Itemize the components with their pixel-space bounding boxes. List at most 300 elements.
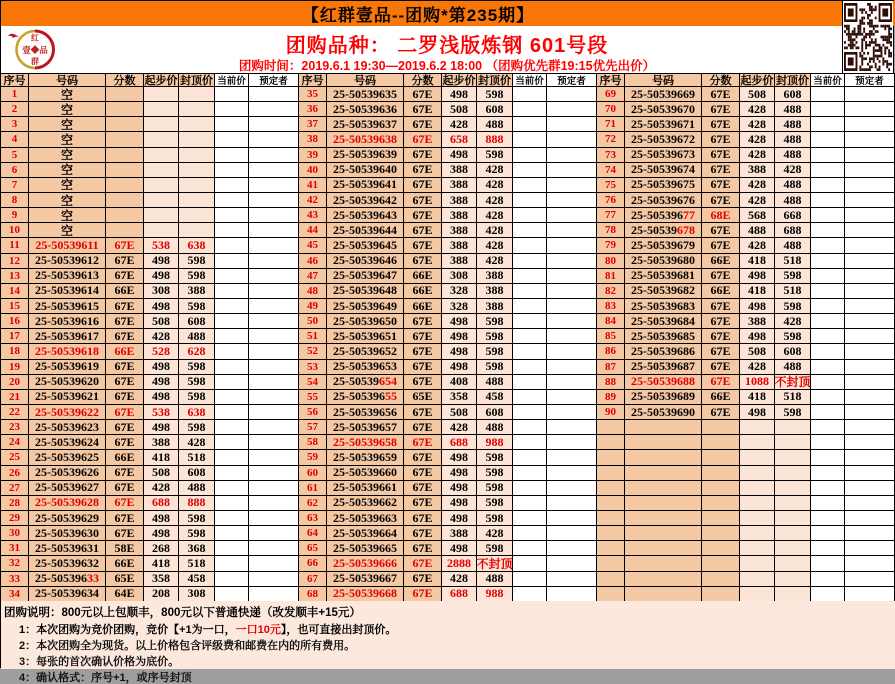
- cell-reserver: [845, 117, 895, 132]
- cell-number: [29, 420, 106, 435]
- cell-cap-price: 598: [179, 526, 215, 541]
- cell-serial: 63: [299, 511, 327, 526]
- cell-serial: 35: [299, 87, 327, 102]
- cell-start-price: 498: [144, 526, 179, 541]
- cell-serial: [597, 572, 625, 587]
- cell-number: [327, 284, 404, 299]
- cell-serial: 72: [597, 132, 625, 147]
- cell-cap-price: 488: [477, 420, 513, 435]
- cell-current-price: [811, 329, 845, 344]
- cell-start-price: 268: [144, 541, 179, 556]
- cell-number: [327, 390, 404, 405]
- cell-number: [625, 526, 702, 541]
- cell-cap-price: [179, 148, 215, 163]
- cell-score: [106, 87, 144, 102]
- cell-current-price: [215, 299, 249, 314]
- cell-cap-price: 608: [477, 102, 513, 117]
- cell-cap-price: 598: [477, 329, 513, 344]
- cell-current-price: [215, 87, 249, 102]
- cell-start-price: [144, 132, 179, 147]
- cell-text: 25-50539672: [631, 132, 695, 146]
- cell-serial: 90: [597, 405, 625, 420]
- cell-start-price: 428: [442, 420, 477, 435]
- cell-cap-price: 518: [775, 284, 811, 299]
- column-header-7: 预定者: [547, 74, 597, 87]
- cell-reserver: [845, 344, 895, 359]
- cell-current-price: [215, 587, 249, 602]
- logo-line-3: 群: [31, 57, 39, 66]
- cell-start-price: 388: [442, 208, 477, 223]
- cell-start-price: 1088: [740, 375, 775, 390]
- cell-serial: 85: [597, 329, 625, 344]
- cell-text: 25-50539: [631, 222, 677, 237]
- cell-score: 67E: [404, 178, 442, 193]
- column-header-7: 预定者: [845, 74, 895, 87]
- cell-score: 67E: [404, 208, 442, 223]
- cell-text: 25-50539631: [35, 540, 99, 555]
- cell-score: 67E: [106, 299, 144, 314]
- cell-start-price: 428: [442, 572, 477, 587]
- column-header-5: 封顶价: [776, 75, 809, 87]
- cell-cap-price: [179, 223, 215, 238]
- cell-serial: [597, 420, 625, 435]
- cell-cap-price: 388: [477, 284, 513, 299]
- cell-cap-price: 428: [477, 526, 513, 541]
- cell-start-price: 308: [144, 284, 179, 299]
- cell-number: [327, 329, 404, 344]
- cell-cap-price: 608: [775, 87, 811, 102]
- cell-text: 25-50539645: [333, 237, 397, 252]
- cell-score: 67E: [702, 193, 740, 208]
- cell-number: [29, 254, 106, 269]
- cell-start-price: 408: [442, 375, 477, 390]
- cell-reserver: [547, 269, 597, 284]
- cell-start-price: 388: [442, 193, 477, 208]
- cell-reserver: [845, 269, 895, 284]
- cell-serial: 9: [1, 208, 29, 223]
- cell-cap-price: 628: [179, 344, 215, 359]
- cell-text: 空: [60, 163, 73, 178]
- cell-reserver: [249, 496, 299, 511]
- cell-start-price: 388: [144, 435, 179, 450]
- cell-cap-price: [775, 496, 811, 511]
- cell-serial: 53: [299, 360, 327, 375]
- cell-cap-price: 308: [179, 587, 215, 602]
- cell-current-price: [811, 208, 845, 223]
- footer-heading: 团购说明：800元以上包顺丰，800元以下普通快递（改发顺丰+15元）: [4, 607, 361, 619]
- cell-start-price: 488: [740, 223, 775, 238]
- cell-current-price: [513, 148, 547, 163]
- cell-current-price: [215, 329, 249, 344]
- cell-cap-price: 598: [477, 450, 513, 465]
- cell-start-price: 208: [144, 587, 179, 602]
- cell-serial: 24: [1, 435, 29, 450]
- cell-start-price: 428: [740, 132, 775, 147]
- cell-score: 67E: [404, 496, 442, 511]
- cell-cap-price: 598: [179, 511, 215, 526]
- cell-serial: [597, 435, 625, 450]
- cell-start-price: 498: [442, 496, 477, 511]
- cell-serial: 76: [597, 193, 625, 208]
- cell-current-price: [215, 526, 249, 541]
- cell-number: [29, 450, 106, 465]
- cell-number: [327, 193, 404, 208]
- cell-reserver: [845, 299, 895, 314]
- cell-start-price: 498: [442, 329, 477, 344]
- cell-start-price: 388: [442, 526, 477, 541]
- cell-score: [106, 102, 144, 117]
- cell-current-price: [215, 496, 249, 511]
- cell-cap-price: 518: [179, 450, 215, 465]
- cell-number: [625, 163, 702, 178]
- cell-serial: 50: [299, 314, 327, 329]
- cell-score: 66E: [106, 284, 144, 299]
- cell-cap-price: [179, 102, 215, 117]
- cell-start-price: [144, 178, 179, 193]
- cell-serial: 89: [597, 390, 625, 405]
- cell-cap-price: 368: [179, 541, 215, 556]
- cell-reserver: [547, 481, 597, 496]
- cell-number: [29, 511, 106, 526]
- cell-current-price: [215, 420, 249, 435]
- cell-current-price: [215, 208, 249, 223]
- cell-cap-price: 988: [477, 587, 513, 602]
- cell-current-price: [513, 254, 547, 269]
- cell-cap-price: 598: [179, 390, 215, 405]
- cell-current-price: [811, 556, 845, 571]
- cell-current-price: [811, 178, 845, 193]
- cell-cap-price: 598: [477, 87, 513, 102]
- cell-serial: 62: [299, 496, 327, 511]
- cell-reserver: [845, 466, 895, 481]
- cell-text: 25-50539642: [333, 192, 397, 207]
- cell-text: 25-50539612: [35, 253, 99, 268]
- cell-cap-price: 不封顶: [476, 556, 513, 571]
- cell-number: [327, 526, 404, 541]
- cell-text: 25-50539646: [333, 253, 397, 268]
- cell-current-price: [215, 481, 249, 496]
- cell-start-price: 498: [442, 541, 477, 556]
- cell-score: [106, 132, 144, 147]
- cell-cap-price: 888: [179, 496, 215, 511]
- cell-start-price: 388: [442, 238, 477, 253]
- cell-number: [625, 238, 702, 253]
- cell-reserver: [845, 284, 895, 299]
- cell-current-price: [513, 450, 547, 465]
- cell-score: 68E: [702, 208, 740, 223]
- cell-score: 67E: [404, 526, 442, 541]
- cell-reserver: [547, 329, 597, 344]
- cell-start-price: 498: [442, 511, 477, 526]
- cell-number: [327, 314, 404, 329]
- cell-reserver: [547, 102, 597, 117]
- cell-reserver: [249, 450, 299, 465]
- cell-current-price: [513, 132, 547, 147]
- cell-text: 25-50539627: [35, 480, 99, 495]
- cell-score: 67E: [702, 102, 740, 117]
- cell-reserver: [547, 466, 597, 481]
- cell-cap-price: 598: [179, 254, 215, 269]
- cell-serial: 34: [1, 587, 29, 602]
- cell-score: 67E: [106, 269, 144, 284]
- cell-reserver: [547, 390, 597, 405]
- cell-current-price: [215, 238, 249, 253]
- cell-current-price: [513, 390, 547, 405]
- cell-score: 67E: [404, 314, 442, 329]
- cell-reserver: [845, 435, 895, 450]
- cell-serial: 81: [597, 269, 625, 284]
- cell-serial: 18: [1, 344, 29, 359]
- cell-serial: 68: [299, 587, 327, 602]
- cell-start-price: 498: [144, 420, 179, 435]
- cell-serial: 56: [299, 405, 327, 420]
- cell-text: 】，也可直接出封顶价。: [280, 624, 397, 636]
- cell-number: [29, 496, 106, 511]
- cell-score: 67E: [404, 132, 442, 147]
- cell-reserver: [547, 496, 597, 511]
- cell-text: 25-50539661: [333, 480, 397, 495]
- cell-score: 66E: [106, 344, 144, 359]
- cell-score: 67E: [404, 223, 442, 238]
- cell-current-price: [513, 284, 547, 299]
- cell-current-price: [513, 178, 547, 193]
- cell-start-price: 508: [144, 466, 179, 481]
- cell-reserver: [249, 587, 299, 602]
- cell-reserver: [547, 132, 597, 147]
- cell-current-price: [215, 466, 249, 481]
- cell-current-price: [811, 511, 845, 526]
- cell-number: [327, 572, 404, 587]
- cell-number: [327, 511, 404, 526]
- cell-score: 67E: [404, 481, 442, 496]
- cell-serial: 20: [1, 375, 29, 390]
- cell-text: 25-50539664: [333, 525, 397, 540]
- cell-number: [327, 466, 404, 481]
- cell-start-price: [740, 511, 775, 526]
- cell-text: 25-50539658: [333, 434, 397, 449]
- cell-number: [327, 405, 404, 420]
- cell-cap-price: 488: [179, 481, 215, 496]
- cell-current-price: [513, 420, 547, 435]
- cell-text: 25-50539667: [333, 571, 397, 586]
- cell-score: 64E: [106, 587, 144, 602]
- cell-score: 67E: [702, 314, 740, 329]
- cell-reserver: [249, 329, 299, 344]
- cell-serial: 39: [299, 148, 327, 163]
- cell-score: 67E: [702, 375, 740, 390]
- cell-text: 25-50539621: [35, 389, 99, 404]
- cell-serial: 88: [597, 375, 625, 390]
- cell-score: 67E: [106, 375, 144, 390]
- cell-reserver: [249, 102, 299, 117]
- cell-cap-price: 488: [775, 117, 811, 132]
- cell-start-price: 498: [442, 148, 477, 163]
- cell-start-price: 498: [442, 87, 477, 102]
- cell-serial: 87: [597, 360, 625, 375]
- cell-cap-price: 638: [179, 405, 215, 420]
- cell-current-price: [215, 193, 249, 208]
- cell-reserver: [845, 541, 895, 556]
- cell-serial: 22: [1, 405, 29, 420]
- cell-number: [625, 148, 702, 163]
- cell-current-price: [215, 390, 249, 405]
- cell-current-price: [513, 375, 547, 390]
- cell-number: [327, 360, 404, 375]
- cell-score: 65E: [106, 572, 144, 587]
- cell-score: 67E: [404, 375, 442, 390]
- cell-reserver: [249, 405, 299, 420]
- cell-start-price: 428: [740, 178, 775, 193]
- cell-text: 654: [379, 374, 397, 389]
- cell-current-price: [215, 450, 249, 465]
- cell-score: 66E: [702, 390, 740, 405]
- cell-current-price: [811, 87, 845, 102]
- cell-start-price: 498: [442, 450, 477, 465]
- cell-number: [625, 329, 702, 344]
- cell-start-price: 2888: [442, 556, 477, 571]
- cell-start-price: 428: [740, 102, 775, 117]
- cell-current-price: [811, 405, 845, 420]
- cell-cap-price: 598: [179, 269, 215, 284]
- cell-text: 25-50539673: [631, 147, 695, 162]
- cell-score: 67E: [404, 254, 442, 269]
- cell-cap-price: [775, 526, 811, 541]
- footer-notes: [4, 624, 891, 684]
- cell-cap-price: [179, 117, 215, 132]
- cell-start-price: 528: [144, 344, 179, 359]
- cell-start-price: 508: [442, 405, 477, 420]
- cell-text: 25-50539648: [333, 283, 397, 298]
- top-banner: [1, 1, 895, 26]
- cell-score: 67E: [404, 360, 442, 375]
- column-header-4: 起步价: [442, 75, 476, 87]
- cell-serial: [597, 526, 625, 541]
- cell-serial: [597, 511, 625, 526]
- cell-cap-price: 608: [179, 314, 215, 329]
- cell-start-price: [144, 163, 179, 178]
- cell-serial: 64: [299, 526, 327, 541]
- cell-text: 25-50539674: [631, 162, 695, 177]
- cell-serial: 21: [1, 390, 29, 405]
- cell-serial: 33: [1, 572, 29, 587]
- cell-score: 65E: [404, 390, 442, 405]
- cell-start-price: 308: [442, 269, 477, 284]
- cell-number: [327, 163, 404, 178]
- cell-score: 67E: [106, 329, 144, 344]
- footer-note: 3：每张的首次确认价格为底价。: [19, 656, 180, 668]
- cell-reserver: [249, 466, 299, 481]
- cell-text: 25-50539668: [333, 586, 397, 601]
- cell-reserver: [845, 132, 895, 147]
- cell-score: 67E: [702, 163, 740, 178]
- cell-score: [702, 466, 740, 481]
- cell-start-price: 538: [144, 238, 179, 253]
- cell-serial: 82: [597, 284, 625, 299]
- cell-current-price: [513, 405, 547, 420]
- cell-score: [702, 450, 740, 465]
- cell-score: 66E: [106, 450, 144, 465]
- cell-serial: 60: [299, 466, 327, 481]
- cell-score: 67E: [702, 238, 740, 253]
- cell-score: 67E: [702, 329, 740, 344]
- cell-text: 25-50539620: [35, 374, 99, 389]
- cell-reserver: [249, 269, 299, 284]
- cell-text: 25-50539624: [35, 434, 99, 449]
- cell-text: 25-50539629: [35, 510, 99, 525]
- cell-cap-price: 458: [179, 572, 215, 587]
- cell-serial: 84: [597, 314, 625, 329]
- cell-current-price: [811, 435, 845, 450]
- cell-cap-price: [775, 511, 811, 526]
- cell-start-price: 688: [144, 496, 179, 511]
- cell-serial: 40: [299, 163, 327, 178]
- cell-cap-price: 598: [477, 148, 513, 163]
- cell-serial: 5: [1, 148, 29, 163]
- cell-number: [327, 238, 404, 253]
- cell-serial: 29: [1, 511, 29, 526]
- cell-current-price: [513, 208, 547, 223]
- footer-note: 4：确认格式：序号+1，或序号封顶: [19, 672, 192, 684]
- cell-serial: [597, 496, 625, 511]
- cell-number: [327, 102, 404, 117]
- cell-current-price: [215, 117, 249, 132]
- cell-score: [106, 117, 144, 132]
- cell-cap-price: 598: [179, 420, 215, 435]
- cell-reserver: [845, 238, 895, 253]
- cell-score: [106, 178, 144, 193]
- cell-number: [625, 254, 702, 269]
- cell-reserver: [845, 572, 895, 587]
- column-header-1: 序号: [1, 74, 29, 87]
- table-group: [597, 74, 895, 601]
- cell-reserver: [249, 541, 299, 556]
- cell-number: [625, 314, 702, 329]
- cell-reserver: [845, 511, 895, 526]
- cell-number: [625, 344, 702, 359]
- cell-number: [625, 390, 702, 405]
- cell-current-price: [811, 284, 845, 299]
- cell-start-price: 418: [144, 556, 179, 571]
- cell-number: [327, 117, 404, 132]
- cell-current-price: [811, 496, 845, 511]
- cell-current-price: [215, 541, 249, 556]
- cell-start-price: 508: [442, 102, 477, 117]
- cell-cap-price: [775, 541, 811, 556]
- cell-score: 67E: [404, 466, 442, 481]
- group-buy-time: 团购时间：2019.6.1 19:30—2019.6.2 18:00 （团购优先群19:15优先出价）: [238, 59, 656, 73]
- cell-start-price: [740, 526, 775, 541]
- cell-text: 25-50539680: [631, 253, 695, 268]
- column-header-3: 分数: [702, 74, 740, 87]
- cell-current-price: [811, 572, 845, 587]
- cell-cap-price: 388: [179, 284, 215, 299]
- cell-number: [29, 556, 106, 571]
- cell-text: 空: [60, 223, 73, 238]
- cell-cap-price: 638: [179, 238, 215, 253]
- cell-start-price: [740, 496, 775, 511]
- cell-current-price: [513, 193, 547, 208]
- cell-serial: 17: [1, 329, 29, 344]
- cell-text: 25-50539628: [35, 495, 99, 510]
- cell-text: 25-50539639: [333, 147, 397, 162]
- cell-score: [702, 556, 740, 571]
- cell-score: 67E: [106, 238, 144, 253]
- cell-text: 25-50539684: [631, 313, 695, 328]
- cell-current-price: [513, 360, 547, 375]
- cell-cap-price: 598: [477, 466, 513, 481]
- cell-cap-price: 428: [775, 163, 811, 178]
- cell-reserver: [547, 148, 597, 163]
